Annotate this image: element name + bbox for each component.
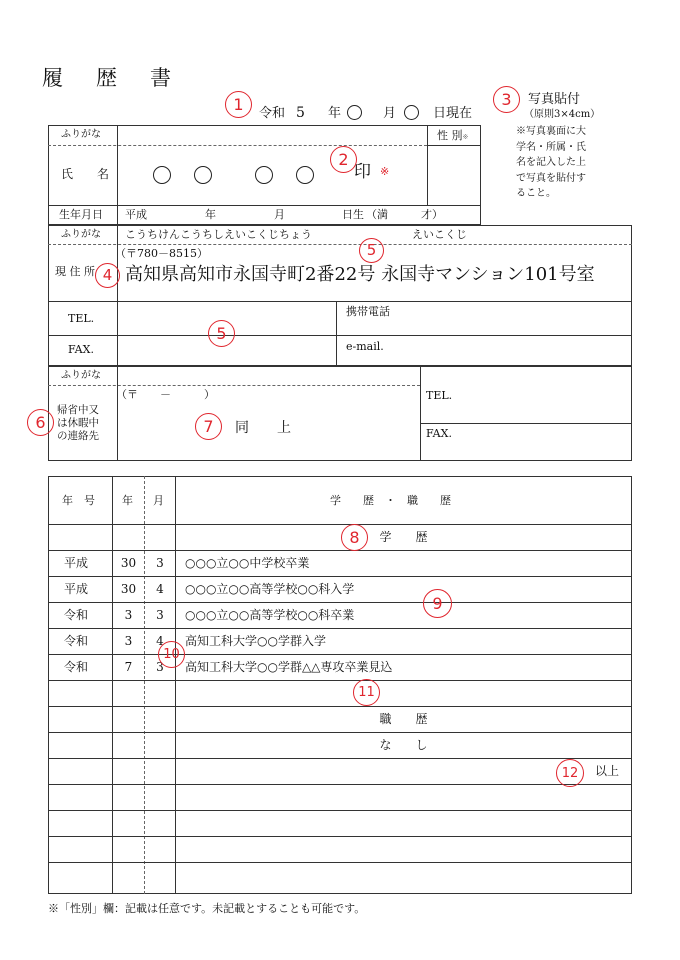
history-row-line (48, 810, 632, 811)
history-month: 3 (156, 556, 164, 570)
name-furigana-label: ふりがな (61, 129, 101, 140)
history-row-line (48, 654, 632, 655)
date-month-suffix: 月 (383, 106, 397, 121)
history-row-line (48, 602, 632, 603)
date-year-suffix: 年 (328, 106, 342, 121)
history-month: 4 (156, 582, 164, 596)
history-content: 学 歴 (379, 530, 428, 544)
footnote: ※「性別」欄：記載は任意です。未記載とすることも可能です。 (48, 902, 366, 915)
name-circle (296, 166, 314, 184)
history-content: な し (379, 738, 428, 752)
contact-furigana-label: ふりがな (61, 370, 101, 381)
history-row-line (48, 524, 632, 525)
marker-7: 7 (195, 413, 222, 440)
contact-label-line: の連絡先 (57, 430, 99, 442)
history-era: 平成 (64, 556, 89, 570)
history-month: 3 (156, 608, 164, 622)
history-year: 3 (124, 634, 133, 648)
address-label: 現 住 所 (55, 265, 95, 278)
contact-label (57, 404, 99, 443)
history-year: 3 (124, 608, 133, 622)
date-day-suffix: 日現在 (433, 106, 473, 121)
contact-label-line: 帰省中又 (57, 404, 99, 416)
photo-note-line: 名を記入した上 (516, 157, 586, 168)
history-content: 高知工科大学○○学群△△専攻卒業見込 (185, 660, 393, 674)
name-circle (255, 166, 273, 184)
contact-tel-label: TEL. (426, 389, 453, 402)
history-content: 以上 (594, 764, 619, 778)
date-era: 令和 (259, 106, 286, 121)
birth-label: 生年月日 (59, 208, 103, 221)
history-year: 30 (120, 556, 137, 570)
history-row-line (48, 758, 632, 759)
history-row-line (48, 550, 632, 551)
history-row-line (48, 628, 632, 629)
history-content: ○○○立○○高等学校○○科卒業 (185, 608, 355, 622)
photo-size: （原則3×4cm） (524, 109, 601, 120)
col-year-header: 年 号 (62, 494, 95, 507)
photo-heading: 写真貼付 (528, 92, 581, 107)
marker-5b: 5 (208, 320, 235, 347)
history-year: 30 (120, 582, 137, 596)
history-row-line (48, 680, 632, 681)
contact-block (48, 366, 632, 461)
history-row-line (48, 784, 632, 785)
birth-day: 日生 (342, 208, 364, 221)
page-title: 履 歴 書 (42, 66, 177, 90)
history-row-line (48, 732, 632, 733)
photo-note-line: ること。 (516, 188, 556, 199)
marker-4: 4 (95, 263, 120, 288)
history-month: 3 (156, 660, 164, 674)
mobile-label: 携帯電話 (346, 305, 390, 318)
name-circle (153, 166, 171, 184)
history-content: 職 歴 (379, 712, 428, 726)
gender-mark: ※ (462, 133, 469, 141)
email-label: e-mail. (346, 340, 384, 353)
seal-mark: ※ (380, 165, 390, 178)
marker-8: 8 (341, 524, 368, 551)
contact-label-line: は休暇中 (57, 417, 99, 429)
address-furigana-label: ふりがな (61, 229, 101, 240)
name-circle (194, 166, 212, 184)
col-nen-header: 年 (122, 494, 133, 507)
history-content: ○○○立○○中学校卒業 (185, 556, 310, 570)
photo-note-line: 学名・所属・氏 (516, 141, 586, 153)
marker-12: 12 (556, 759, 584, 787)
col-content-header: 学 歴 ・ 職 歴 (330, 494, 451, 507)
contact-fax-label: FAX. (426, 427, 452, 440)
history-era: 令和 (64, 660, 89, 674)
marker-1: 1 (225, 91, 252, 118)
contact-value: 同 上 (235, 420, 291, 436)
tel-label: TEL. (68, 312, 95, 325)
birth-era: 平成 (125, 208, 147, 221)
history-row-line (48, 576, 632, 577)
marker-11: 11 (353, 679, 380, 706)
address-furigana-building: えいこくじ (412, 228, 467, 241)
gender-label (437, 130, 468, 141)
history-month: 4 (156, 634, 164, 648)
age-field: （満 才） (366, 208, 443, 221)
marker-10: 10 (158, 641, 185, 668)
seal-label: 印 (354, 162, 371, 182)
marker-2: 2 (330, 146, 357, 173)
date-day-blank (404, 105, 419, 120)
history-row-line (48, 836, 632, 837)
date-month-blank (347, 105, 362, 120)
col-month-header: 月 (153, 494, 164, 507)
history-content: 高知工科大学○○学群入学 (185, 634, 326, 648)
marker-6: 6 (27, 409, 54, 436)
history-row-line (48, 862, 632, 863)
address-postal: （〒780－8515） (115, 247, 208, 260)
photo-note (516, 124, 606, 202)
name-label: 氏 名 (61, 167, 110, 181)
address-value: 高知県高知市永国寺町2番22号 永国寺マンション101号室 (125, 264, 595, 285)
address-furigana-value: こうちけんこうちしえいこくじちょう (125, 228, 312, 241)
history-row-line (48, 706, 632, 707)
birth-month: 月 (274, 208, 285, 221)
photo-note-line: で写真を貼付す (516, 172, 586, 184)
gender-label-text: 性 別 (437, 129, 463, 142)
history-era: 令和 (64, 608, 89, 622)
marker-9: 9 (423, 589, 452, 618)
birth-year: 年 (205, 208, 216, 221)
fax-label: FAX. (68, 343, 94, 356)
history-content: ○○○立○○高等学校○○科入学 (185, 582, 355, 596)
date-year: 5 (296, 105, 305, 121)
marker-5a: 5 (359, 238, 384, 263)
marker-3: 3 (493, 86, 520, 113)
history-era: 平成 (64, 582, 89, 596)
photo-note-line: ※写真裏面に大 (516, 126, 586, 137)
contact-postal: （〒 － ） (116, 388, 215, 401)
history-year: 7 (124, 660, 133, 674)
history-era: 令和 (64, 634, 89, 648)
